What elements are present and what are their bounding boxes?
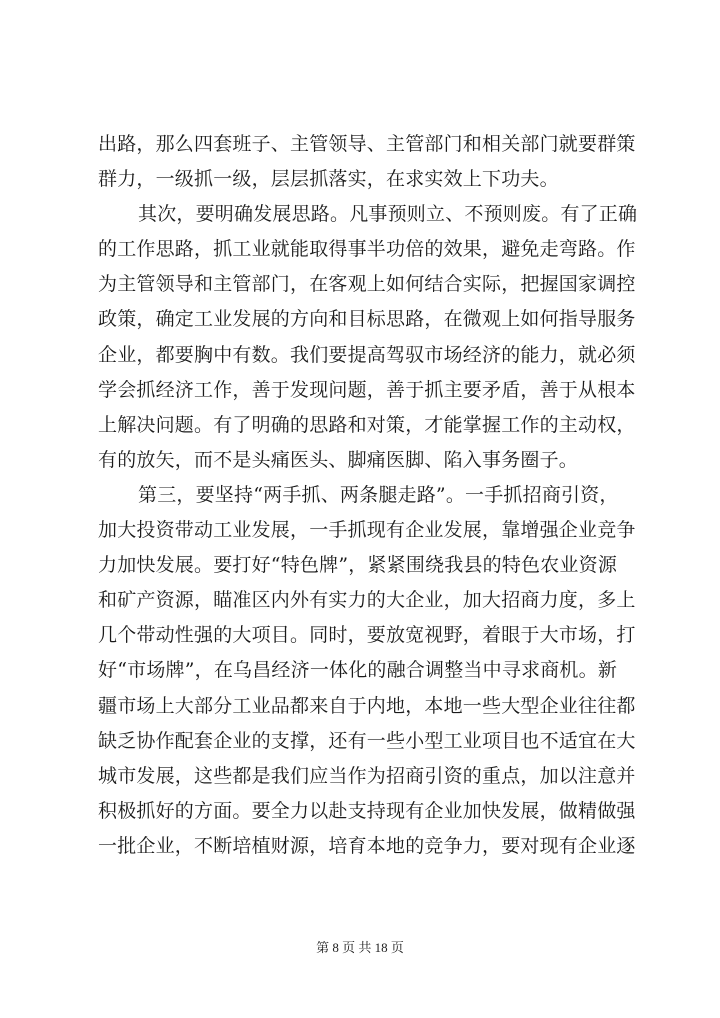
text-line: 的工作思路，抓工业就能取得事半功倍的效果，避免走弯路。作 [98, 238, 636, 261]
text-line: 疆市场上大部分工业品都来自于内地，本地一些大型企业往往都 [98, 694, 636, 717]
text-line: 力加快发展。要打好“特色牌”，紧紧围绕我县的特色农业资源 [98, 554, 618, 577]
text-line: 好“市场牌”，在乌昌经济一体化的融合调整当中寻求商机。新 [98, 659, 618, 682]
text-line: 政策，确定工业发展的方向和目标思路，在微观上如何指导服务 [98, 308, 636, 331]
text-line: 一批企业，不断培植财源，培育本地的竞争力，要对现有企业逐 [98, 834, 636, 857]
text-line: 出路，那么四套班子、主管领导、主管部门和相关部门就要群策 [98, 133, 636, 155]
text-line: 积极抓好的方面。要全力以赴支持现有企业加快发展，做精做强 [98, 799, 636, 822]
text-line: 为主管领导和主管部门，在客观上如何结合实际，把握国家调控 [98, 273, 636, 296]
text-line: 缺乏协作配套企业的支撑，还有一些小型工业项目也不适宜在大 [98, 729, 636, 752]
text-line: 企业，都要胸中有数。我们要提高驾驭市场经济的能力，就必须 [98, 343, 636, 366]
page-number-label: 第 8 页 共 18 页 [316, 940, 404, 955]
page-footer [0, 937, 720, 956]
text-line: 第三，要坚持“两手抓、两条腿走路”。一手抓招商引资， [138, 483, 619, 506]
text-line: 城市发展，这些都是我们应当作为招商引资的重点，加以注意并 [98, 764, 636, 787]
text-line: 加大投资带动工业发展，一手抓现有企业发展，靠增强企业竞争 [98, 519, 636, 542]
text-line: 群力，一级抓一级，层层抓落实，在求实效上下功夫。 [98, 168, 559, 191]
text-line: 其次，要明确发展思路。凡事预则立、不预则废。有了正确 [138, 203, 638, 226]
text-line: 上解决问题。有了明确的思路和对策，才能掌握工作的主动权， [98, 413, 636, 436]
text-line: 有的放矢，而不是头痛医头、脚痛医脚、陷入事务圈子。 [98, 448, 579, 471]
text-line: 学会抓经济工作，善于发现问题，善于抓主要矛盾，善于从根本 [98, 378, 636, 401]
text-line: 和矿产资源，瞄准区内外有实力的大企业，加大招商力度，多上 [98, 589, 636, 612]
text-line: 几个带动性强的大项目。同时，要放宽视野，着眼于大市场，打 [98, 624, 636, 647]
body-text [98, 127, 638, 864]
